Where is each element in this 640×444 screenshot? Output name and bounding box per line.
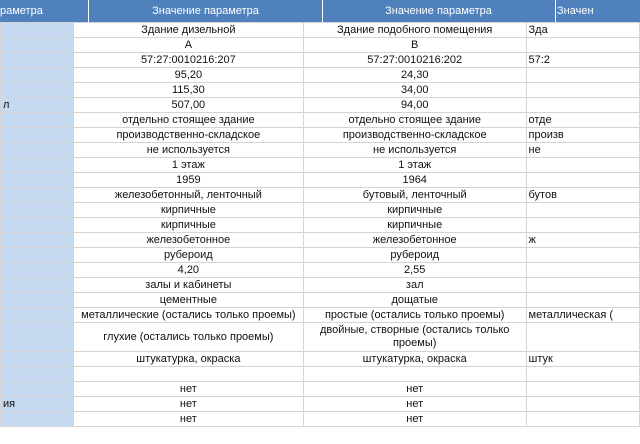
- value-c-cell[interactable]: [526, 203, 640, 218]
- param-cell[interactable]: [1, 293, 74, 308]
- param-cell[interactable]: [1, 203, 74, 218]
- value-c-cell[interactable]: [526, 248, 640, 263]
- value-c-cell[interactable]: [526, 382, 640, 397]
- table-row: [1, 98, 640, 113]
- value-b-cell[interactable]: 94,00: [303, 98, 526, 113]
- param-cell[interactable]: [1, 352, 74, 367]
- param-cell[interactable]: л: [1, 98, 74, 113]
- value-b-cell[interactable]: 1964: [303, 173, 526, 188]
- value-b-cell[interactable]: [303, 367, 526, 382]
- value-c-cell[interactable]: [526, 173, 640, 188]
- value-b-cell[interactable]: двойные, створные (остались только проемы): [303, 323, 526, 352]
- value-b-cell[interactable]: зал: [303, 278, 526, 293]
- value-a-cell[interactable]: 57:27:0010216:207: [73, 53, 303, 68]
- value-c-cell[interactable]: [526, 83, 640, 98]
- param-cell[interactable]: [1, 23, 74, 38]
- value-c-cell[interactable]: бутов: [526, 188, 640, 203]
- table-row: [1, 412, 640, 427]
- table-row: [1, 323, 640, 352]
- table-row: [1, 263, 640, 278]
- value-b-cell[interactable]: 57:27:0010216:202: [303, 53, 526, 68]
- value-b-cell[interactable]: кирпичные: [303, 203, 526, 218]
- value-a-cell[interactable]: кирпичные: [73, 218, 303, 233]
- param-cell[interactable]: [1, 278, 74, 293]
- param-cell[interactable]: [1, 323, 74, 352]
- value-a-cell[interactable]: нет: [73, 412, 303, 427]
- value-c-cell[interactable]: [526, 38, 640, 53]
- param-cell[interactable]: ия: [1, 397, 74, 412]
- table-row: [1, 352, 640, 367]
- table-row: [1, 128, 640, 143]
- param-cell[interactable]: [1, 38, 74, 53]
- value-a-cell[interactable]: нет: [73, 382, 303, 397]
- value-c-cell[interactable]: [526, 293, 640, 308]
- value-b-cell[interactable]: 2,55: [303, 263, 526, 278]
- value-b-cell[interactable]: дощатые: [303, 293, 526, 308]
- value-c-cell[interactable]: [526, 278, 640, 293]
- table-row: [1, 248, 640, 263]
- table-row: [1, 278, 640, 293]
- value-b-cell[interactable]: кирпичные: [303, 218, 526, 233]
- header-param[interactable]: раметра: [0, 0, 89, 22]
- param-cell[interactable]: [1, 233, 74, 248]
- table-row: [1, 83, 640, 98]
- param-cell[interactable]: [1, 53, 74, 68]
- value-a-cell[interactable]: 1 этаж: [73, 158, 303, 173]
- param-cell[interactable]: [1, 382, 74, 397]
- header-value-b[interactable]: Значение параметра: [322, 0, 556, 22]
- value-a-cell[interactable]: рубероид: [73, 248, 303, 263]
- table-row: [1, 68, 640, 83]
- value-c-cell[interactable]: произв: [526, 128, 640, 143]
- table-row: [1, 293, 640, 308]
- value-a-cell[interactable]: 115,30: [73, 83, 303, 98]
- param-cell[interactable]: [1, 128, 74, 143]
- value-c-cell[interactable]: [526, 323, 640, 352]
- value-b-cell[interactable]: не используется: [303, 143, 526, 158]
- value-b-cell[interactable]: нет: [303, 382, 526, 397]
- value-b-cell[interactable]: нет: [303, 412, 526, 427]
- table-row: [1, 23, 640, 38]
- data-table: [0, 22, 640, 427]
- value-c-cell[interactable]: [526, 68, 640, 83]
- value-a-cell[interactable]: железобетонный, ленточный: [73, 188, 303, 203]
- param-cell[interactable]: [1, 188, 74, 203]
- table-row: [1, 188, 640, 203]
- table-row: [1, 53, 640, 68]
- value-c-cell[interactable]: [526, 263, 640, 278]
- value-b-cell[interactable]: 24,30: [303, 68, 526, 83]
- value-b-cell[interactable]: B: [303, 38, 526, 53]
- value-c-cell[interactable]: штук: [526, 352, 640, 367]
- value-c-cell[interactable]: металлическая (: [526, 308, 640, 323]
- table-row: [1, 367, 640, 382]
- value-a-cell[interactable]: металлические (остались только проемы): [73, 308, 303, 323]
- value-b-cell[interactable]: штукатурка, окраска: [303, 352, 526, 367]
- value-b-cell[interactable]: железобетонное: [303, 233, 526, 248]
- header-value-a[interactable]: Значение параметра: [89, 0, 323, 22]
- value-a-cell[interactable]: производственно-складское: [73, 128, 303, 143]
- value-a-cell[interactable]: Здание дизельной: [73, 23, 303, 38]
- param-cell[interactable]: [1, 412, 74, 427]
- param-cell[interactable]: [1, 68, 74, 83]
- table-row: [1, 173, 640, 188]
- value-b-cell[interactable]: 34,00: [303, 83, 526, 98]
- value-c-cell[interactable]: Зда: [526, 23, 640, 38]
- value-c-cell[interactable]: [526, 158, 640, 173]
- table-row: [1, 158, 640, 173]
- table-row: [1, 143, 640, 158]
- table-row: [1, 38, 640, 53]
- value-c-cell[interactable]: [526, 218, 640, 233]
- table-row: [1, 203, 640, 218]
- value-b-cell[interactable]: нет: [303, 397, 526, 412]
- value-c-cell[interactable]: не: [526, 143, 640, 158]
- value-c-cell[interactable]: 57:2: [526, 53, 640, 68]
- value-c-cell[interactable]: [526, 367, 640, 382]
- param-cell[interactable]: [1, 218, 74, 233]
- value-c-cell[interactable]: отде: [526, 113, 640, 128]
- header-row: [0, 0, 640, 22]
- param-cell[interactable]: [1, 143, 74, 158]
- value-a-cell[interactable]: нет: [73, 397, 303, 412]
- value-a-cell[interactable]: железобетонное: [73, 233, 303, 248]
- table-row: [1, 308, 640, 323]
- value-c-cell[interactable]: [526, 412, 640, 427]
- value-a-cell[interactable]: цементные: [73, 293, 303, 308]
- value-c-cell[interactable]: ж: [526, 233, 640, 248]
- value-b-cell[interactable]: простые (остались только проемы): [303, 308, 526, 323]
- table-row: [1, 113, 640, 128]
- param-cell[interactable]: [1, 248, 74, 263]
- value-b-cell[interactable]: рубероид: [303, 248, 526, 263]
- param-cell[interactable]: [1, 367, 74, 382]
- value-b-cell[interactable]: Здание подобного помещения: [303, 23, 526, 38]
- value-a-cell[interactable]: [73, 367, 303, 382]
- value-a-cell[interactable]: отдельно стоящее здание: [73, 113, 303, 128]
- value-a-cell[interactable]: 1959: [73, 173, 303, 188]
- param-cell[interactable]: [1, 263, 74, 278]
- value-a-cell[interactable]: кирпичные: [73, 203, 303, 218]
- table-row: [1, 397, 640, 412]
- table-row: [1, 218, 640, 233]
- value-a-cell[interactable]: не используется: [73, 143, 303, 158]
- param-cell[interactable]: [1, 173, 74, 188]
- param-cell[interactable]: [1, 83, 74, 98]
- value-a-cell[interactable]: штукатурка, окраска: [73, 352, 303, 367]
- value-b-cell[interactable]: производственно-складское: [303, 128, 526, 143]
- table-row: [1, 233, 640, 248]
- param-cell[interactable]: [1, 308, 74, 323]
- value-a-cell[interactable]: глухие (остались только проемы): [73, 323, 303, 352]
- value-c-cell[interactable]: [526, 397, 640, 412]
- value-b-cell[interactable]: бутовый, ленточный: [303, 188, 526, 203]
- table-row: [1, 382, 640, 397]
- value-a-cell[interactable]: 4,20: [73, 263, 303, 278]
- value-a-cell[interactable]: 507,00: [73, 98, 303, 113]
- value-a-cell[interactable]: A: [73, 38, 303, 53]
- param-cell[interactable]: [1, 158, 74, 173]
- value-a-cell[interactable]: залы и кабинеты: [73, 278, 303, 293]
- value-a-cell[interactable]: 95,20: [73, 68, 303, 83]
- param-cell[interactable]: [1, 113, 74, 128]
- value-c-cell[interactable]: [526, 98, 640, 113]
- value-b-cell[interactable]: 1 этаж: [303, 158, 526, 173]
- value-b-cell[interactable]: отдельно стоящее здание: [303, 113, 526, 128]
- header-value-c[interactable]: Значен: [555, 0, 640, 22]
